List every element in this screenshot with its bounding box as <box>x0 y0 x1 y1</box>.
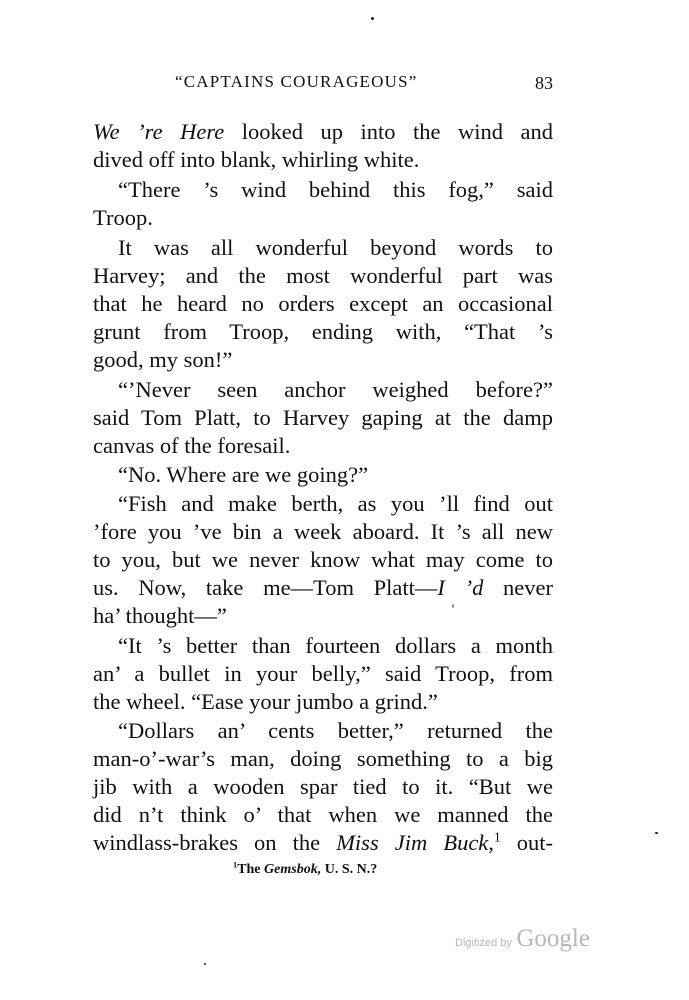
google-logo: Google <box>516 925 590 952</box>
text-line: “There ’s wind behind this fog,” said <box>118 177 553 202</box>
running-title: “CAPTAINS COURAGEOUS” <box>175 72 418 91</box>
text-line: did n’t think o’ that when we manned the <box>93 802 553 827</box>
text-line <box>93 118 553 146</box>
text-segment: us. Now, take me—Tom Platt— <box>93 575 438 600</box>
footnote-number: 1 <box>233 860 238 870</box>
page-number: 83 <box>535 73 553 93</box>
text-line <box>93 574 553 602</box>
text-line: ha’ thought—” <box>93 603 227 628</box>
text-line: to you, but we never know what may come to <box>93 547 553 572</box>
text-line: that he heard no orders except an occasional <box>93 291 553 316</box>
ink-speck <box>204 963 206 965</box>
text-line: grunt from Troop, ending with, “That ’s <box>93 319 553 344</box>
text-line: “Fish and make berth, as you ’ll find out <box>118 491 553 516</box>
digitization-watermark <box>455 925 590 953</box>
text-segment: looked up into the wind and <box>224 119 553 144</box>
italic-text: I ’d <box>437 575 484 600</box>
text-line: Harvey; and the most wonderful part was <box>93 263 553 288</box>
text-segment: out- <box>500 830 554 855</box>
footnote-marker: 1 <box>493 829 501 845</box>
watermark-label: Digitized by <box>455 937 512 949</box>
text-line: the wheel. “Ease your jumbo a grind.” <box>93 689 438 714</box>
text-line: “Dollars an’ cents better,” returned the <box>118 718 553 743</box>
text-line: an’ a bullet in your belly,” said Troop, from <box>93 661 553 686</box>
text-line: ’fore you ’ve bin a week aboard. It ’s all new <box>93 519 553 544</box>
text-line: “’Never seen anchor weighed before?” <box>118 377 553 402</box>
text-segment: never <box>483 575 553 600</box>
footnote <box>233 862 377 878</box>
text-line <box>93 829 553 857</box>
text-line: “No. Where are we going?” <box>118 462 369 487</box>
text-line: It was all wonderful beyond words to <box>118 235 553 260</box>
text-line: Troop. <box>93 205 153 230</box>
text-line: said Tom Platt, to Harvey gaping at the damp <box>93 405 553 430</box>
ink-speck <box>371 17 374 20</box>
text-line: dived off into blank, whirling white. <box>93 147 420 172</box>
text-segment: windlass-brakes on the <box>93 830 337 855</box>
footnote-ship-name: Gemsbok, <box>264 862 322 877</box>
text-line: “It ’s better than fourteen dollars a month <box>118 633 553 658</box>
italic-text: Miss Jim Buck, <box>336 830 494 855</box>
italic-text: We ’re Here <box>93 119 225 144</box>
text-line: man-o’-war’s man, doing something to a big <box>93 746 553 771</box>
footnote-text: U. S. N.? <box>321 862 378 877</box>
footnote-text: The <box>237 862 265 877</box>
ink-speck <box>655 832 658 834</box>
text-line: jib with a wooden spar tied to it. “But we <box>93 774 553 799</box>
text-line: canvas of the foresail. <box>93 433 291 458</box>
text-line: good, my son!” <box>93 347 233 372</box>
